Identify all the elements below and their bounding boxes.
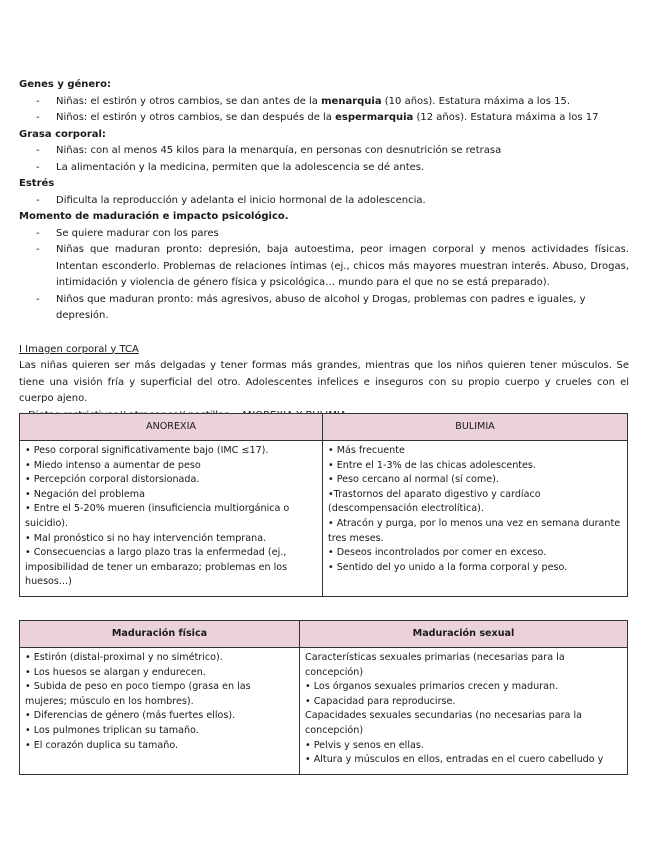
list-item: •Trastornos del aparato digestivo y cardíaco (descompensación electrolítica).: [328, 488, 541, 515]
list-item: • Percepción corporal distorsionada.: [25, 474, 200, 486]
header-anorexia: ANOREXIA: [20, 414, 323, 441]
list-item: • Los pulmones triplican su tamaño.: [25, 724, 199, 736]
list-item: • Los huesos se alargan y endurecen.: [25, 666, 206, 678]
list-item: - Dificulta la reproducción y adelanta el inicio hormonal de la adolescencia.: [56, 193, 629, 210]
anorexia-cell: [20, 441, 323, 597]
list-item: Capacidades sexuales secundarias (no necesarias para la concepción): [305, 710, 583, 736]
notes-content: [19, 77, 629, 424]
fisica-cell: [20, 648, 300, 775]
list-item: • El corazón duplica su tamaño.: [25, 739, 179, 751]
list-item: • Peso cercano al normal (sí come).: [328, 474, 499, 486]
bullet-list: [19, 226, 629, 325]
sexual-cell: [300, 648, 628, 775]
section-heading: Estrés: [19, 178, 55, 189]
list-item: - Niñas que maduran pronto: depresión, baja autoestima, peor imagen corporal y menos actividades físicas. Intentan esconderlo. Problemas de relaciones íntimas (ej., chicos más mayores muestran interés. Abuso, Drogas, intimidación y violencia de género física y psicológica… mundo para el que no se está preparado).: [56, 242, 629, 292]
header-maduracion-sexual: Maduración sexual: [300, 621, 628, 648]
bullet-list: [19, 143, 629, 176]
section-heading: Grasa corporal:: [19, 128, 106, 140]
list-item: Características sexuales primarias (necesarias para la concepción): [305, 652, 565, 678]
list-item: • Mal pronóstico si no hay intervención temprana.: [25, 532, 267, 544]
list-item: • Los órganos sexuales primarios crecen y maduran.: [305, 681, 559, 693]
list-item: • Entre el 1-3% de las chicas adolescentes.: [328, 459, 536, 471]
bulimia-cell: [323, 441, 628, 597]
list-item: • Sentido del yo unido a la forma corporal y peso.: [328, 561, 568, 573]
imagen-paragraph: Las niñas quieren ser más delgadas y tener formas más grandes, mientras que los niños quieren tener músculos. Se tiene una visión fría y superficial del otro. Adolescentes infelices e inseguros con su propio cuerpo y crueles con el cuerpo ajeno.: [19, 360, 629, 404]
list-item: - Niñas: con al menos 45 kilos para la menarquía, en personas con desnutrición se retrasa: [56, 143, 629, 160]
section-genes: [19, 77, 629, 127]
imagen-title: I Imagen corporal y TCA: [19, 343, 139, 355]
list-item: • Estirón (distal-proximal y no simétrico).: [25, 652, 223, 663]
list-item: - Niños que maduran pronto: más agresivos, abuso de alcohol y Drogas, problemas con padres e iguales, y depresión.: [56, 292, 629, 325]
section-heading: Momento de maduración e impacto psicológico.: [19, 211, 289, 222]
list-item: - La alimentación y la medicina, permiten que la adolescencia se dé antes.: [56, 160, 629, 177]
list-item: • Capacidad para reproducirse.: [305, 695, 456, 707]
tca-table: [19, 413, 628, 597]
maduracion-table: [19, 620, 628, 775]
bullet-list: [19, 94, 629, 127]
list-item: • Miedo intenso a aumentar de peso: [25, 459, 201, 471]
header-bulimia: BULIMIA: [323, 414, 628, 441]
list-item: • Consecuencias a largo plazo tras la enfermedad (ej., imposibilidad de tener un embarazo; problemas en los huesos...): [25, 547, 288, 588]
bullet-list: [19, 193, 629, 210]
list-item: - Se quiere madurar con los pares: [56, 226, 629, 243]
section-heading: Genes y género:: [19, 79, 111, 90]
header-maduracion-fisica: Maduración física: [20, 621, 300, 648]
section-maduracion: [19, 209, 629, 325]
section-grasa: [19, 127, 629, 177]
list-item: - Niñas: el estirón y otros cambios, se dan antes de la menarquia (10 años). Estatura máxima a los 15.: [56, 94, 629, 111]
section-estres: [19, 176, 629, 209]
list-item: • Peso corporal significativamente bajo (IMC ≤17).: [25, 445, 269, 456]
list-item: • Diferencias de género (más fuertes ellos).: [25, 710, 236, 722]
list-item: • Subida de peso en poco tiempo (grasa en las mujeres; músculo en los hombres).: [25, 681, 251, 707]
list-item: • Atracón y purga, por lo menos una vez en semana durante tres meses.: [328, 517, 621, 544]
list-item: • Pelvis y senos en ellas.: [305, 739, 424, 751]
list-item: • Más frecuente: [328, 445, 405, 456]
list-item: • Altura y músculos en ellos, entradas en el cuero cabelludo y: [305, 754, 604, 766]
list-item: • Entre el 5-20% mueren (insuficiencia multiorgánica o suicidio).: [25, 503, 290, 529]
list-item: - Niños: el estirón y otros cambios, se dan después de la espermarquia (12 años). Estatura máxima a los 17: [56, 110, 629, 127]
list-item: • Negación del problema: [25, 488, 145, 500]
list-item: • Deseos incontrolados por comer en exceso.: [328, 547, 547, 559]
